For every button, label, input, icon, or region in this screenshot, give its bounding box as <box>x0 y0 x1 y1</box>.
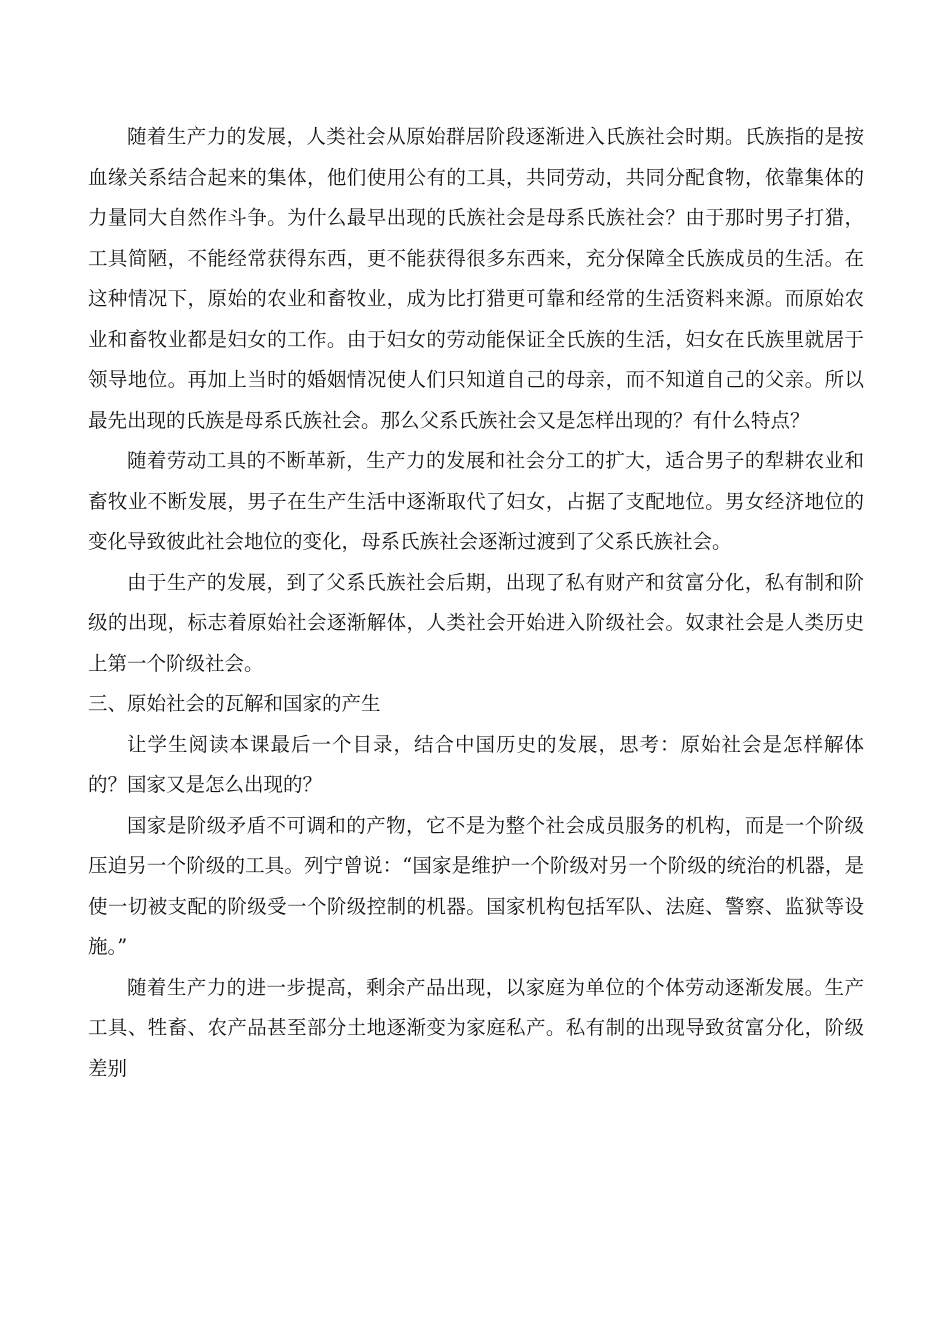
paragraph-clan-society: 随着生产力的发展，人类社会从原始群居阶段逐渐进入氏族社会时期。氏族指的是按血缘关系结合起来的集体，他们使用公有的工具，共同劳动，共同分配食物，依靠集体的力量同大自然作斗争。为什么最早出现的氏族社会是母系氏族社会？由于那时男子打猎，工具简陋，不能经常获得东西，更不能获得很多东西来，充分保障全氏族成员的生活。在这种情况下，原始的农业和畜牧业，成为比打猎更可靠和经常的生活资料来源。而原始农业和畜牧业都是妇女的工作。由于妇女的劳动能保证全氏族的生活，妇女在氏族里就居于领导地位。再加上当时的婚姻情况使人们只知道自己的母亲，而不知道自己的父亲。所以最先出现的氏族是母系氏族社会。那么父系氏族社会又是怎样出现的？有什么特点？ <box>88 125 864 432</box>
document-body <box>88 117 864 1089</box>
section-heading: 三、原始社会的瓦解和国家的产生 <box>88 692 381 715</box>
paragraph-patrilineal-transition: 随着劳动工具的不断革新，生产力的发展和社会分工的扩大，适合男子的犁耕农业和畜牧业不断发展，男子在生产生活中逐渐取代了妇女，占据了支配地位。男女经济地位的变化导致彼此社会地位的变化，母系氏族社会逐渐过渡到了父系氏族社会。 <box>88 449 864 553</box>
paragraph-reading-task: 让学生阅读本课最后一个目录，结合中国历史的发展，思考：原始社会是怎样解体的？国家又是怎么出现的？ <box>88 732 864 796</box>
paragraph-state-definition: 国家是阶级矛盾不可调和的产物，它不是为整个社会成员服务的机构，而是一个阶级压迫另一个阶级的工具。列宁曾说：“国家是维护一个阶级对另一个阶级的统治的机器，是使一切被支配的阶级受一个阶级控制的机器。国家机构包括军队、法庭、警察、监狱等设施。” <box>88 813 864 958</box>
paragraph-private-ownership: 随着生产力的进一步提高，剩余产品出现，以家庭为单位的个体劳动逐渐发展。生产工具、牲畜、农产品甚至部分土地逐渐变为家庭私产。私有制的出现导致贫富分化，阶级差别 <box>88 975 864 1080</box>
paragraph-class-society: 由于生产的发展，到了父系氏族社会后期，出现了私有财产和贫富分化，私有制和阶级的出现，标志着原始社会逐渐解体，人类社会开始进入阶级社会。奴隶社会是人类历史上第一个阶级社会。 <box>88 570 864 675</box>
